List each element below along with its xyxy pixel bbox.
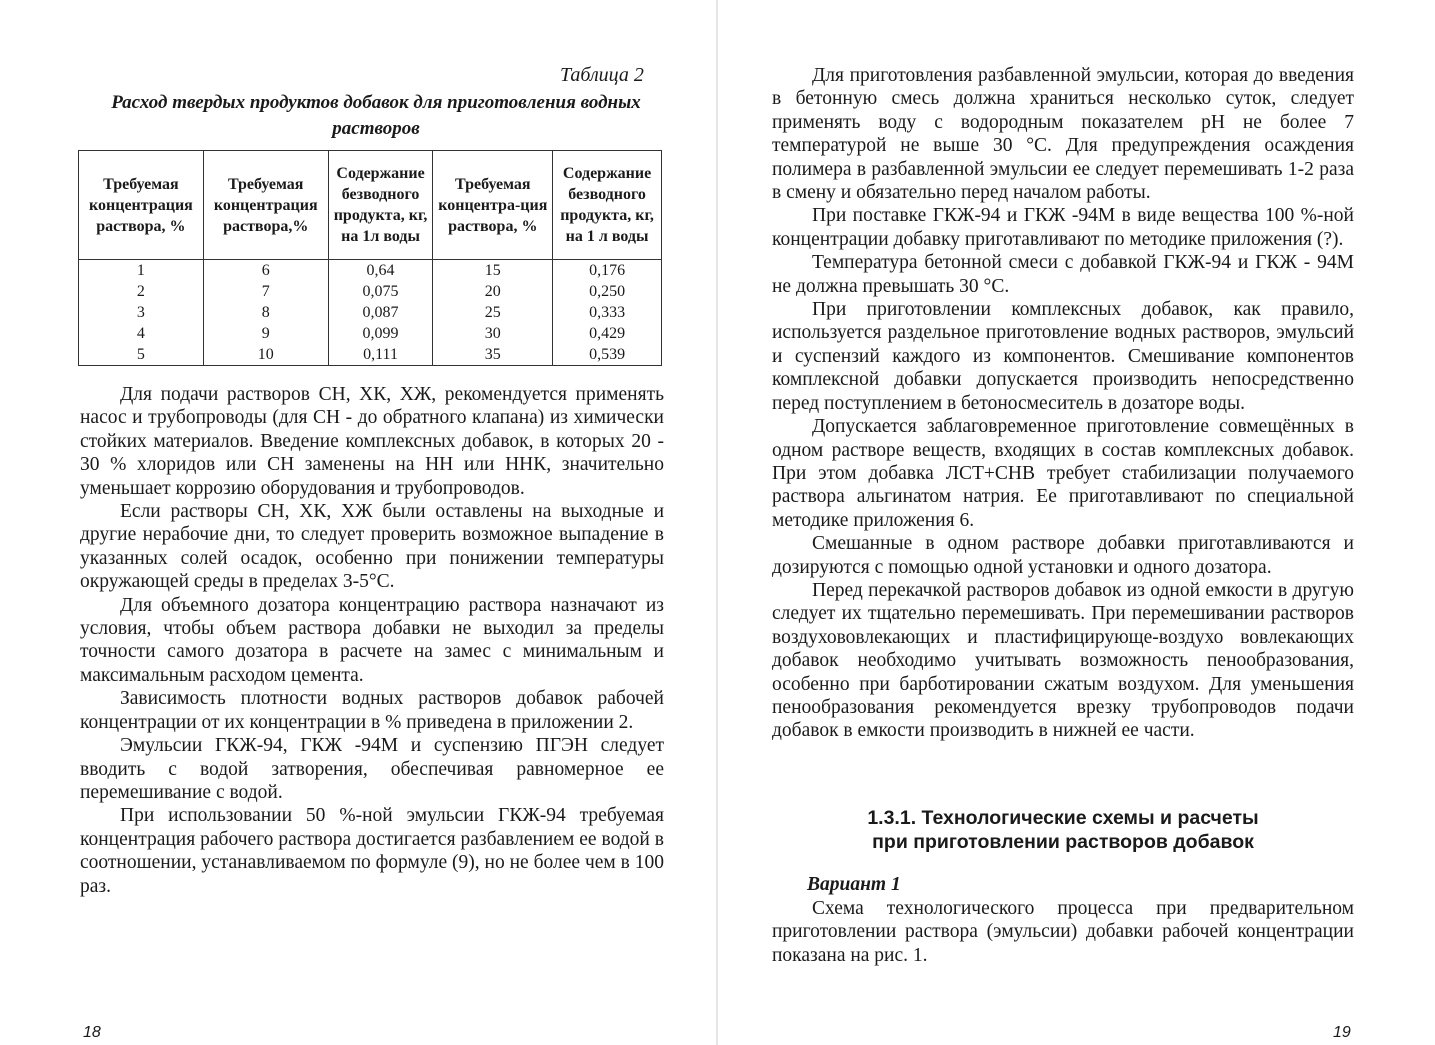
table-cell: 2 [79, 281, 204, 302]
table-header-cell: Требуемая концентрация раствора,% [203, 151, 328, 260]
table-cell: 0,64 [328, 260, 433, 282]
paragraph: Для приготовления разбавленной эмульсии, которая до введения в бетонную смесь должна храниться несколько суток, следует применять воду с водородным показателем рН не более 7 температурой не выше 30 °С. Для предупреждения осаждения полимера в разбавленной эмульсии ее следует перемешивать 1-2 раза в смену и обязательно перед началом работы. [772, 65, 1354, 204]
table-cell: 25 [433, 302, 553, 323]
paragraph: Схема технологического процесса при предварительном приготовлении раствора (эмульсии) добавки рабочей концентрации показана на рис. 1. [772, 898, 1354, 966]
table-header-cell: Содержание безводного продукта, кг, на 1 л воды [553, 151, 662, 260]
table-cell: 4 [79, 323, 204, 344]
table-cell: 6 [203, 260, 328, 282]
table-cell: 8 [203, 302, 328, 323]
paragraph: При использовании 50 %-ной эмульсии ГКЖ-94 требуемая концентрация рабочего раствора достигается разбавлением ее водой в соотношении, устанавливаемом по формуле (9), но не более чем в 100 раз. [80, 805, 664, 897]
paragraph: Если растворы СН, ХК, ХЖ были оставлены на выходные и другие нерабочие дни, то следует проверить возможное выпадение в указанных солей осадок, особенно при понижении температуры окружающей среды в пределах 3-5°С. [80, 501, 664, 593]
additive-table [78, 150, 662, 366]
paragraph: Для подачи растворов СН, ХК, ХЖ, рекомендуется применять насос и трубопроводы (для СН - до обратного клапана) из химически стойких материалов. Введение комплексных добавок, в которых 20 - 30 % хлоридов или СН заменены на НН или ННК, значительно уменьшает коррозию оборудования и трубопроводов. [80, 384, 664, 499]
table-header-cell: Требуемая концентрация раствора, % [79, 151, 204, 260]
paragraph: Зависимость плотности водных растворов добавок рабочей концентрации от их концентрации в % приведена в приложении 2. [80, 688, 664, 733]
table-cell: 0,333 [553, 302, 662, 323]
table-row [79, 281, 662, 302]
paragraph: Допускается заблаговременное приготовление совмещённых в одном растворе веществ, входящих в состав комплексных добавок. При этом добавка ЛСТ+СНВ требует стабилизации получаемого раствора альгинатом натрия. Ее приготавливают по специальной методике приложения 6. [772, 416, 1354, 531]
section-title-line: 1.3.1. Технологические схемы и расчеты [867, 807, 1259, 829]
variant-text [772, 897, 1354, 967]
paragraph: Смешанные в одном растворе добавки приготавливаются и дозируются с помощью одной установки и одного дозатора. [772, 533, 1354, 578]
right-body-text [772, 64, 1354, 743]
table-caption: Таблица 2 [560, 64, 644, 86]
table-cell: 3 [79, 302, 204, 323]
paragraph: Температура бетонной смеси с добавкой ГКЖ-94 и ГКЖ - 94М не должна превышать 30 °С. [772, 252, 1354, 297]
table-row [79, 260, 662, 282]
table-cell: 0,087 [328, 302, 433, 323]
table-cell: 0,539 [553, 344, 662, 366]
table-cell: 20 [433, 281, 553, 302]
table-cell: 30 [433, 323, 553, 344]
table-cell: 15 [433, 260, 553, 282]
page-number: 19 [1333, 1024, 1351, 1041]
section-title-line: при приготовлении растворов добавок [872, 831, 1254, 853]
table-cell: 0,176 [553, 260, 662, 282]
table-cell: 10 [203, 344, 328, 366]
paragraph: Для объемного дозатора концентрацию раствора назначают из условия, чтобы объем раствора добавки не выходил за пределы точности самого дозатора в расчете на замес с минимальным и максимальным расходом цемента. [80, 594, 664, 686]
section-title [772, 806, 1354, 854]
table-row [79, 323, 662, 344]
variant-title: Вариант 1 [807, 874, 901, 895]
table-cell: 9 [203, 323, 328, 344]
table-cell: 1 [79, 260, 204, 282]
left-body-text [80, 383, 664, 898]
paragraph: Перед перекачкой растворов добавок из одной емкости в другую следует их тщательно перемешивать. При перемешивании растворов воздухововлекающих и пластифицирующе-воздухо вовлекающих добавок необходимо учитывать возможность пенообразования, особенно при барботировании сжатым воздухом. Для уменьшения пенообразования рекомендуется врезку трубопроводов подачи добавок в емкости производить в нижней ее части. [772, 579, 1354, 742]
table-row [79, 344, 662, 366]
paragraph: При приготовлении комплексных добавок, как правило, используется раздельное приготовление водных растворов, эмульсий и суспензий каждого из компонентов. Смешивание компонентов комплексной добавки допускается производить непосредственно перед поступлением в бетоносмеситель в дозаторе воды. [772, 299, 1354, 414]
table-cell: 0,099 [328, 323, 433, 344]
page-number: 18 [83, 1024, 101, 1041]
table-cell: 0,429 [553, 323, 662, 344]
paragraph: Эмульсии ГКЖ-94, ГКЖ -94М и суспензию ПГЭН следует вводить с водой затворения, обеспечивая равномерное ее перемешивание с водой. [80, 735, 664, 803]
table-cell: 35 [433, 344, 553, 366]
table-cell: 5 [79, 344, 204, 366]
left-page [0, 0, 717, 1045]
table-cell: 7 [203, 281, 328, 302]
table-header-cell: Содержание безводного продукта, кг, на 1л воды [328, 151, 433, 260]
table-header-cell: Требуемая концентра-ция раствора, % [433, 151, 553, 260]
paragraph: При поставке ГКЖ-94 и ГКЖ -94М в виде вещества 100 %-ной концентрации добавку приготавливают по методике приложения (?). [772, 205, 1354, 250]
right-page [717, 0, 1435, 1045]
table-cell: 0,075 [328, 281, 433, 302]
table-header-row [79, 151, 662, 260]
table-cell: 0,111 [328, 344, 433, 366]
table-cell: 0,250 [553, 281, 662, 302]
table-row [79, 302, 662, 323]
table-title: Расход твердых продуктов добавок для приготовления водных растворов [111, 92, 641, 139]
